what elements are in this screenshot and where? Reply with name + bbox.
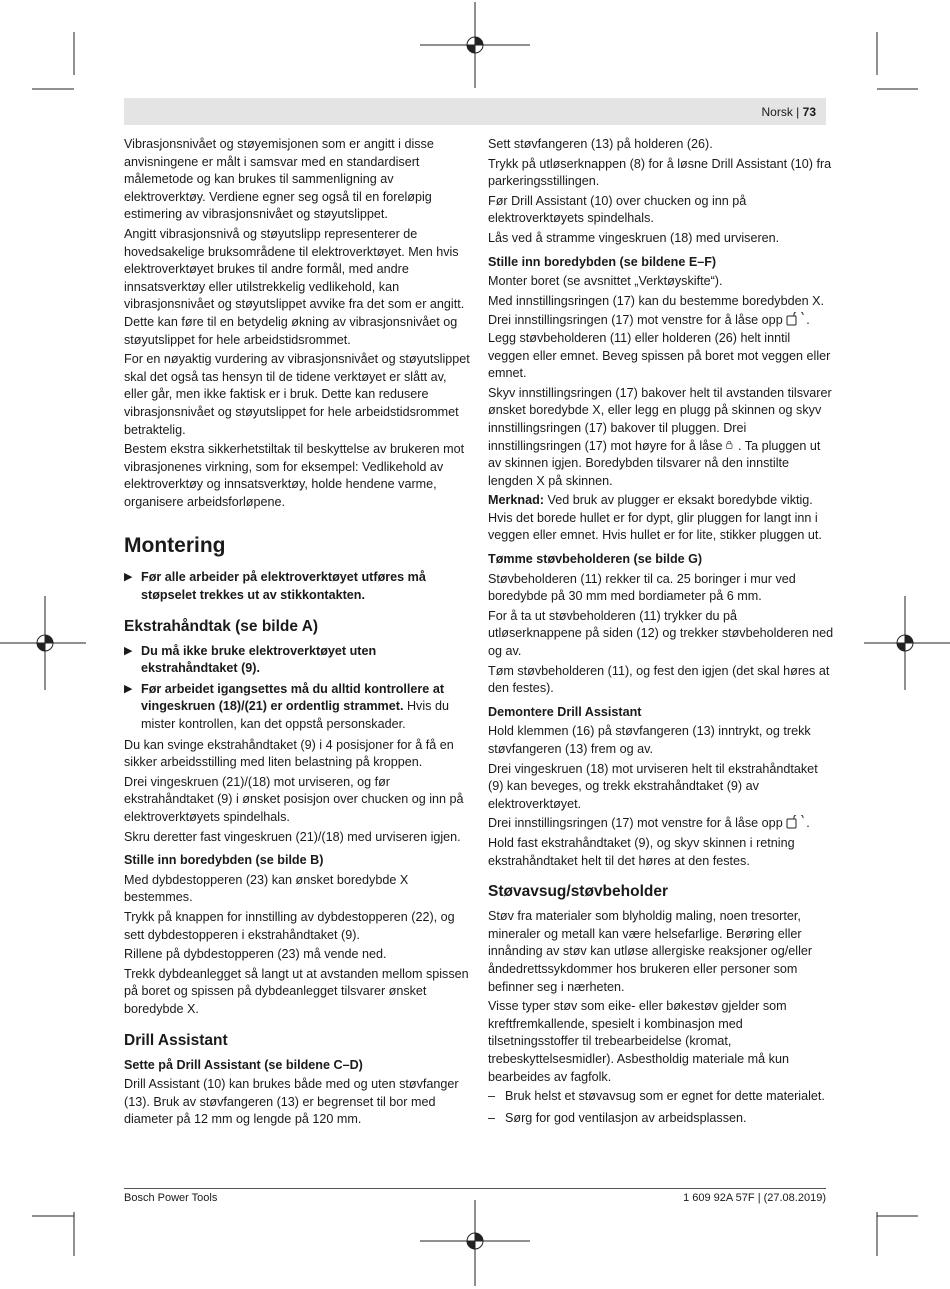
paragraph: Drill Assistant (10) kan brukes både med og uten støvfanger (13). Bruk av støvfangeren (13) er begrenset til bor med diameter på 12 mm og lengde på 120 mm. [124, 1077, 459, 1127]
bullet-text-bold: Før arbeidet igangsettes må du alltid kontrollere at vingeskruen (18)/(21) er ordentlig strammet. [141, 681, 445, 714]
bullet-text: Du må ikke bruke elektroverktøyet uten ekstrahåndtaket (9). [141, 643, 377, 676]
text: Drei innstillingsringen (17) mot venstre for å låse opp [488, 313, 783, 328]
heading-drill-assistant: Drill Assistant [124, 1031, 228, 1049]
text: Drei innstillingsringen (17) mot venstre for å låse opp [488, 816, 783, 831]
dash-item [488, 1088, 834, 1106]
dash-bullet-icon: – [488, 1110, 496, 1125]
paragraph: Skru deretter fast vingeskruen (21)/(18) med urviseren igjen. [124, 829, 461, 844]
paragraph: Trykk på utløserknappen (8) for å løsne Drill Assistant (10) fra parkeringsstillingen. [488, 156, 832, 189]
paragraph: Støv fra materialer som blyholdig maling, noen tresorter, mineraler og metall kan være helsefarlige. Berøring eller innånding av støv kan utløse allergiske reaksjoner og/eller åndedrettssykdommer hos brukeren eller personer som befinner seg i nærheten. [488, 909, 813, 994]
paragraph: Trykk på knappen for innstilling av dybdestopperen (22), og sett dybdestopperen i ekstrahåndtaket (9). [124, 909, 455, 942]
page-header: Norsk | 73 [761, 105, 816, 119]
triangle-bullet-icon: ▶ [124, 682, 133, 695]
paragraph: For å ta ut støvbeholderen (11) trykker du på utløserknappene på siden (12) og trekker støvbeholderen ned og av. [488, 608, 834, 659]
paragraph: Tøm støvbeholderen (11), og fest den igjen (det skal høres at den festes). [488, 663, 830, 696]
paragraph: Med dybdestopperen (23) kan ønsket boredybde X bestemmes. [124, 872, 409, 905]
paragraph: Hold klemmen (16) på støvfangeren (13) inntrykt, og trekk støvfangeren (13) frem og av. [488, 724, 811, 756]
paragraph [488, 815, 834, 833]
paragraph: Bestem ekstra sikkerhetstiltak til beskyttelse av brukeren mot vibrasjonenes virkning, som for eksempel: Vedlikehold av elektroverktøy og innsatsverktøy, holde hendene varme, organisere arbeidsforløpene. [124, 442, 465, 509]
paragraph: For en nøyaktig vurdering av vibrasjonsnivået og støyutslippet skal det også tas hensyn til de tidene verktøyet er slått av, eller går, men ikke faktisk er i bruk. Dette kan redusere vibrasjonsnivået og støyutslippet for hele arbeidstidsrommet betraktelig. [124, 352, 470, 437]
paragraph: Støvbeholderen (11) rekker til ca. 25 boringer i mur ved boredybde på 30 mm med bordiameter på 6 mm. [488, 571, 796, 604]
subheading-tomme: Tømme støvbeholderen (se bilde G) [488, 552, 703, 567]
paragraph: Angitt vibrasjonsnivå og støyutslipp representerer de hovedsakelige bruksområdene til elektroverktøyet. Men hvis elektroverktøyet brukes til andre formål, med andre innsatsverktøy eller utilstrekkelig vedlikehold, kan vibrasjonsnivået og støyutslippet avvike fra det som er angitt. Dette kan føre til en betydelig økning av vibrasjonsnivået og støyutslippet for hele arbeidstidsrommet. [124, 226, 465, 347]
heading-ekstrahandtak: Ekstrahåndtak (se bilde A) [124, 617, 319, 635]
footer-brand: Bosch Power Tools [124, 1192, 218, 1204]
dash-bullet-icon: – [488, 1089, 496, 1104]
paragraph: Drei vingeskruen (18) mot urviseren helt til ekstrahåndtaket (9) kan beveges, og trekk ekstrahåndtaket (9) av elektroverktøyet. [488, 761, 818, 811]
dash-item [488, 1110, 834, 1128]
paragraph: Rillene på dybdestopperen (23) må vende ned. [124, 947, 387, 962]
safety-bullet [124, 643, 470, 678]
triangle-bullet-icon: ▶ [124, 571, 133, 584]
text: . Legg støvbeholderen (11) eller holderen (26) helt inntil veggen eller emnet. Beveg spissen på boret mot veggen eller emnet. [488, 313, 831, 381]
note [488, 492, 834, 545]
dash-text: Bruk helst et støvavsug som er egnet for dette materialet. [505, 1089, 825, 1104]
subheading-sette-pa: Sette på Drill Assistant (se bildene C–D) [124, 1057, 363, 1072]
header-bar [124, 98, 826, 125]
footer-rule [124, 1188, 826, 1189]
paragraph: Med innstillingsringen (17) kan du bestemme boredybden X. [488, 293, 825, 308]
triangle-bullet-icon: ▶ [124, 644, 133, 657]
subheading-stille-inn: Stille inn boredybden (se bildene E–F) [488, 254, 717, 269]
bullet-text: Hvis du mister kontrollen, kan det oppstå personskader. [141, 699, 449, 732]
heading-montering: Montering [124, 534, 226, 558]
text: Skyv innstillingsringen (17) bakover helt til avstanden tilsvarer ønsket boredybde X, eller legg en plugg på skinnen og skyv innstillingsringen (17) bakover til pluggen. Drei innstillingsringen (17) mot høyre for å låse [488, 385, 832, 453]
paragraph: Du kan svinge ekstrahåndtaket (9) i 4 posisjoner for å få en sikker arbeidsstilling med liten belastning på kroppen. [124, 737, 454, 770]
paragraph: Hold fast ekstrahåndtaket (9), og skyv skinnen i retning ekstrahåndtaket helt til det høres at den festes. [488, 835, 795, 868]
safety-bullet [124, 681, 470, 734]
subheading-boredybde: Stille inn boredybden (se bilde B) [124, 853, 324, 868]
unlock-icon [786, 312, 806, 326]
heading-stovavsug: Støvavsug/støvbeholder [488, 883, 669, 901]
bullet-text: Før alle arbeider på elektroverktøyet utføres må støpselet trekkes ut av stikkontakten. [141, 570, 426, 603]
paragraph [488, 312, 834, 382]
unlock-icon [786, 815, 806, 829]
paragraph: Drei vingeskruen (21)/(18) mot urviseren, og før ekstrahåndtaket (9) i ønsket posisjon over chucken og inn på elektroverktøyets spindelhals. [124, 774, 464, 824]
lock-icon [726, 438, 738, 452]
note-text: Ved bruk av plugger er eksakt boredybde viktig. Hvis det borede hullet er for dypt, glir pluggen for langt inn i veggen eller emnet. Hvis hullet er for lite, stikker pluggen ut. [488, 493, 822, 543]
dash-text: Sørg for god ventilasjon av arbeidsplassen. [505, 1110, 747, 1125]
footer-docnumber: 1 609 92A 57F | (27.08.2019) [683, 1192, 826, 1204]
paragraph: Visse typer støv som eike- eller bøkestøv gjelder som kreftfremkallende, spesielt i kombinasjon med tilsetningsstoffer til trebearbeidelse (kromat, trebeskyttelsesmidler). Asbestholdig materiale må kun bearbeides av fagfolk. [488, 999, 789, 1084]
left-column [124, 136, 470, 1131]
text: . [806, 816, 810, 831]
paragraph: Trekk dybdeanlegget så langt ut at avstanden mellom spissen på boret og spissen på dybdeanlegget tilsvarer ønsket boredybde X. [124, 966, 469, 1016]
right-column [488, 136, 834, 1131]
text: . Ta pluggen ut av skinnen igjen. Boredybden tilsvarer nå den innstilte lengden X på skinnen. [488, 438, 821, 488]
subheading-demontere: Demontere Drill Assistant [488, 704, 642, 719]
paragraph: Før Drill Assistant (10) over chucken og inn på elektroverktøyets spindelhals. [488, 193, 747, 226]
paragraph: Vibrasjonsnivået og støyemisjonen som er angitt i disse anvisningene er målt i samsvar med en standardisert målemetode og kan brukes til sammenligning av elektroverktøy. Verdiene egner seg også til en foreløpig estimering av vibrasjonsnivået og støyutslippet. [124, 137, 434, 222]
safety-bullet [124, 569, 470, 604]
paragraph: Monter boret (se avsnittet „Verktøyskifte“). [488, 274, 723, 289]
section-name: Norsk [761, 105, 793, 119]
paragraph [488, 385, 834, 491]
page-number: 73 [802, 105, 816, 119]
note-label: Merknad: [488, 493, 544, 508]
paragraph: Sett støvfangeren (13) på holderen (26). [488, 137, 713, 151]
paragraph: Lås ved å stramme vingeskruen (18) med urviseren. [488, 230, 780, 245]
